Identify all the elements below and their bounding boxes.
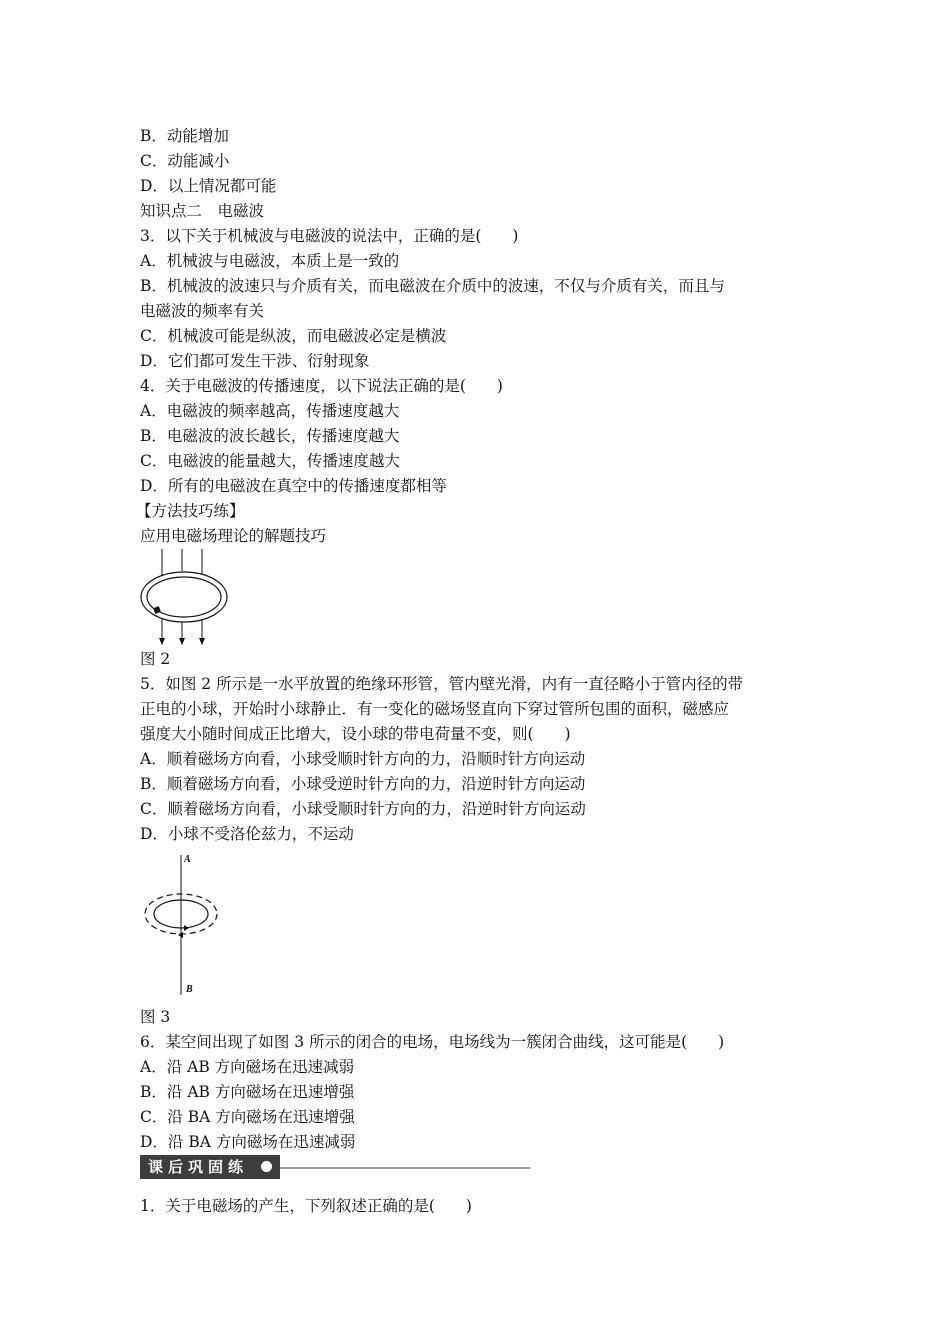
option-a-q4: A．电磁波的频率越高，传播速度越大 [140,402,400,420]
figure-2-ring-tube [140,547,240,647]
method-section-heading: 【方法技巧练】 [136,502,245,520]
question-3: 3．以下关于机械波与电磁波的说法中，正确的是( ) [140,227,519,245]
option-a-q3: A．机械波与电磁波，本质上是一致的 [140,252,400,270]
option-d-q6: D．沿 BA 方向磁场在迅速减弱 [140,1133,356,1151]
question-5-line3: 强度大小随时间成正比增大，设小球的带电荷量不变，则( ) [140,725,571,743]
option-b-q2: B．动能增加 [140,127,229,145]
question-4: 4．关于电磁波的传播速度，以下说法正确的是( ) [140,377,503,395]
option-c-q5: C．顺着磁场方向看，小球受顺时针方向的力，沿逆时针方向运动 [140,800,586,818]
option-b-q6: B．沿 AB 方向磁场在迅速增强 [140,1083,355,1101]
option-b-q3-line2: 电磁波的频率有关 [140,302,265,320]
section-banner-label: 课后巩固练 [148,1158,249,1176]
figure-3-closed-field [140,849,240,999]
option-c-q4: C．电磁波的能量越大，传播速度越大 [140,452,400,470]
option-d-q4: D．所有的电磁波在真空中的传播速度都相等 [140,477,447,495]
option-d-q5: D．小球不受洛伦兹力，不运动 [140,825,354,843]
option-a-q6: A．沿 AB 方向磁场在迅速减弱 [140,1058,355,1076]
figure-3-label-a: A [184,854,191,865]
section-heading: 知识点二 电磁波 [140,202,265,220]
option-d-q2: D．以上情况都可能 [140,177,277,195]
document-body [136,124,800,1155]
question-5-line2: 正电的小球，开始时小球静止．有一变化的磁场竖直向下穿过管所包围的面积，磁感应 [140,700,730,718]
method-subheading: 应用电磁场理论的解题技巧 [140,527,327,545]
section-banner [140,1152,530,1182]
question-5-line1: 5．如图 2 所示是一水平放置的绝缘环形管，管内壁光滑，内有一直径略小于管内径的带 [140,675,744,693]
option-c-q6: C．沿 BA 方向磁场在迅速增强 [140,1108,355,1126]
section-banner-label-box [140,1155,280,1179]
option-c-q2: C．动能减小 [140,152,230,170]
text-block-mid [140,672,800,847]
text-block-bottom [140,1030,800,1155]
banner-dot-icon [261,1161,272,1172]
figure-3-label-b: B [186,984,193,995]
option-c-q3: C．机械波可能是纵波，而电磁波必定是横波 [140,327,447,345]
text-block-top [136,124,800,549]
option-b-q4: B．电磁波的波长越长，传播速度越大 [140,427,400,445]
figure-3-caption: 图 3 [140,1008,171,1026]
option-b-q5: B．顺着磁场方向看，小球受逆时针方向的力，沿逆时针方向运动 [140,775,586,793]
homework-question-1: 1．关于电磁场的产生，下列叙述正确的是( ) [140,1197,472,1215]
option-d-q3: D．它们都可发生干涉、衍射现象 [140,352,370,370]
figure-2-caption: 图 2 [140,650,171,668]
option-a-q5: A．顺着磁场方向看，小球受顺时针方向的力，沿顺时针方向运动 [140,750,586,768]
question-6: 6．某空间出现了如图 3 所示的闭合的电场，电场线为一簇闭合曲线，这可能是( ) [140,1033,725,1051]
option-b-q3-line1: B．机械波的波速只与介质有关，而电磁波在介质中的波速，不仅与介质有关，而且与 [140,277,725,295]
banner-divider [280,1167,530,1169]
